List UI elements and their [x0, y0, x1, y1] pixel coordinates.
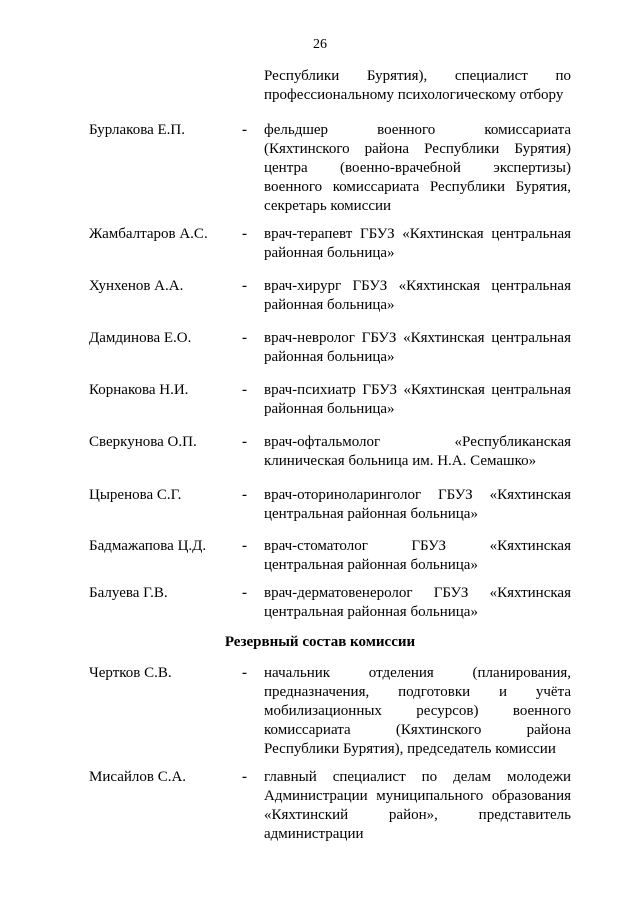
- member-description: [264, 277, 571, 315]
- member-name: Хунхенов А.А.: [89, 278, 184, 294]
- dash-separator: -: [242, 585, 247, 601]
- member-entry: [0, 121, 640, 214]
- description-line: районная больница»: [264, 401, 395, 417]
- member-name: Чертков С.В.: [89, 665, 172, 681]
- intro-continuation: [264, 67, 571, 105]
- member-entry: [0, 381, 640, 417]
- member-entry: [0, 433, 640, 469]
- description-line: врач-психиатр ГБУЗ «Кяхтинская центральная: [264, 382, 571, 398]
- description-line: врач-хирург ГБУЗ «Кяхтинская центральная: [264, 278, 571, 294]
- description-line: администрации: [264, 826, 364, 842]
- description-line: (Кяхтинского района Республики Бурятия): [264, 141, 571, 157]
- member-description: [264, 664, 571, 759]
- dash-separator: -: [242, 122, 247, 138]
- member-name: Сверкунова О.П.: [89, 434, 197, 450]
- member-description: [264, 486, 571, 524]
- description-line: главный специалист по делам молодежи: [264, 769, 571, 785]
- member-description: [264, 433, 571, 471]
- member-name: Мисайлов С.А.: [89, 769, 187, 785]
- description-line: центральная районная больница»: [264, 506, 478, 522]
- description-line: предназначения, подготовки и учёта: [264, 684, 571, 700]
- description-line: районная больница»: [264, 349, 395, 365]
- description-line: врач-офтальмолог «Республиканская: [264, 434, 571, 450]
- description-line: Администрации муниципального образования: [264, 788, 571, 804]
- dash-separator: -: [242, 278, 247, 294]
- description-line: комиссариата (Кяхтинского района: [264, 722, 571, 738]
- description-line: районная больница»: [264, 297, 395, 313]
- member-entry: [0, 225, 640, 261]
- description-line: районная больница»: [264, 245, 395, 261]
- description-line: «Кяхтинский район», представитель: [264, 807, 571, 823]
- dash-separator: -: [242, 769, 247, 785]
- description-line: фельдшер военного комиссариата: [264, 122, 571, 138]
- page-number: 26: [313, 37, 327, 52]
- description-line: врач-оториноларинголог ГБУЗ «Кяхтинская: [264, 487, 571, 503]
- member-entry: [0, 537, 640, 573]
- dash-separator: -: [242, 487, 247, 503]
- description-line: врач-дерматовенеролог ГБУЗ «Кяхтинская: [264, 585, 571, 601]
- dash-separator: -: [242, 330, 247, 346]
- member-entry: [0, 584, 640, 620]
- member-description: [264, 329, 571, 367]
- description-line: начальник отделения (планирования,: [264, 665, 571, 681]
- member-description: [264, 381, 571, 419]
- description-line: врач-невролог ГБУЗ «Кяхтинская центральная: [264, 330, 571, 346]
- description-line: центральная районная больница»: [264, 557, 478, 573]
- member-entry: [0, 277, 640, 313]
- reserve-member-entry: [0, 768, 640, 842]
- member-description: [264, 584, 571, 622]
- description-line: секретарь комиссии: [264, 198, 392, 214]
- description-line: Республики Бурятия), председатель комиссии: [264, 741, 556, 757]
- reserve-member-entry: [0, 664, 640, 757]
- intro-line: профессиональному психологическому отбору: [264, 87, 564, 103]
- member-description: [264, 537, 571, 575]
- member-name: Жамбалтаров А.С.: [89, 226, 208, 242]
- dash-separator: -: [242, 434, 247, 450]
- description-line: центральная районная больница»: [264, 604, 478, 620]
- dash-separator: -: [242, 226, 247, 242]
- member-name: Балуева Г.В.: [89, 585, 168, 601]
- member-description: [264, 768, 571, 844]
- intro-line: Республики Бурятия), специалист по: [264, 68, 571, 84]
- member-description: [264, 225, 571, 263]
- reserve-section-heading: Резервный состав комиссии: [224, 634, 416, 650]
- description-line: врач-стоматолог ГБУЗ «Кяхтинская: [264, 538, 571, 554]
- member-name: Дамдинова Е.О.: [89, 330, 192, 346]
- description-line: центра (военно-врачебной экспертизы): [264, 160, 571, 176]
- member-name: Корнакова Н.И.: [89, 382, 189, 398]
- description-line: клиническая больница им. Н.А. Семашко»: [264, 453, 537, 469]
- member-entry: [0, 486, 640, 522]
- dash-separator: -: [242, 538, 247, 554]
- member-description: [264, 121, 571, 216]
- description-line: мобилизационных ресурсов) военного: [264, 703, 571, 719]
- member-entry: [0, 329, 640, 365]
- member-name: Бурлакова Е.П.: [89, 122, 185, 138]
- member-name: Цыренова С.Г.: [89, 487, 182, 503]
- member-name: Бадмажапова Ц.Д.: [89, 538, 207, 554]
- dash-separator: -: [242, 382, 247, 398]
- dash-separator: -: [242, 665, 247, 681]
- description-line: военного комиссариата Республики Бурятия,: [264, 179, 571, 195]
- description-line: врач-терапевт ГБУЗ «Кяхтинская центральная: [264, 226, 571, 242]
